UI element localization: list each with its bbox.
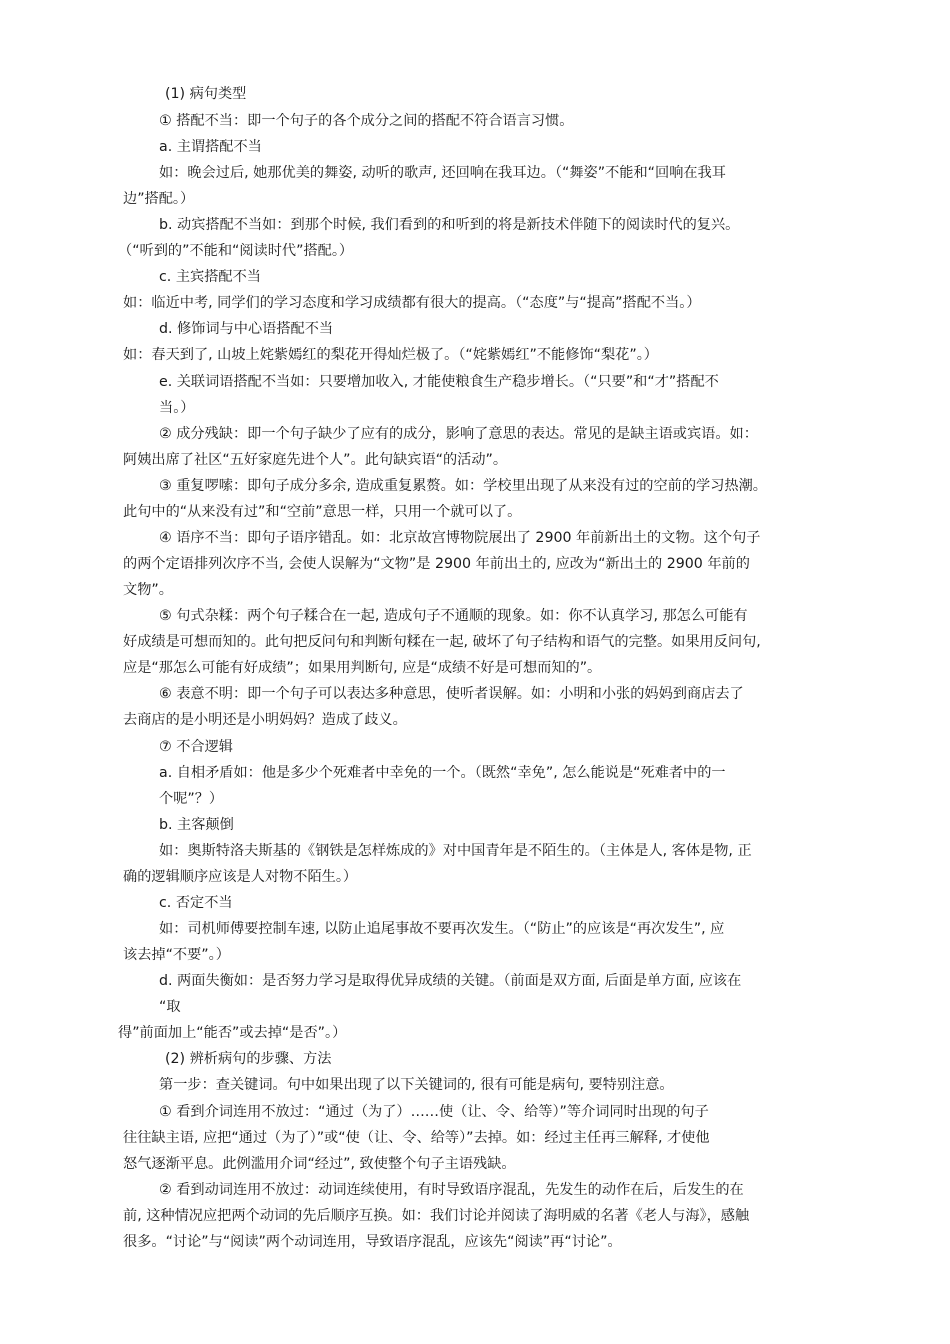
example-line: 该去掉“不要”。） [123,947,230,963]
section-heading-1: (1) 病句类型 [165,86,247,102]
step-item-2: ② 看到动词连用不放过：动词连续使用，有时导致语序混乱，先发生的动作在后，后发生的在 [159,1182,744,1198]
example-line: 如：晚会过后, 她那优美的舞姿, 动听的歌声, 还回响在我耳边。（“舞姿”不能和“回响在我耳 [159,165,726,181]
example-line: 文物”。 [123,582,173,598]
sub-item-c: c. 主宾搭配不当 [159,269,261,285]
example-line: 当。） [159,400,195,416]
example-line: 去商店的是小明还是小明妈妈？造成了歧义。 [123,712,407,728]
item-3-redundant: ③ 重复啰嗦：即句子成分多余, 造成重复累赘。如：学校里出现了从来没有过的空前的学习热潮。 [159,478,767,494]
sub-item-d: d. 修饰词与中心语搭配不当 [159,321,334,337]
item-6-ambiguous: ⑥ 表意不明：即一个句子可以表达多种意思，使听者误解。如：小明和小张的妈妈到商店去了 [159,686,744,702]
item-4-word-order: ④ 语序不当：即句子语序错乱。如：北京故宫博物院展出了 2900 年前新出土的文物。这个句子 [159,530,761,546]
example-line: 好成绩是可想而知的。此句把反问句和判断句糅在一起, 破坏了句子结构和语气的完整。如果用反问句, [123,634,761,650]
example-line: （“听到的”不能和“阅读时代”搭配。） [118,243,354,259]
item-2-missing: ② 成分残缺：即一个句子缺少了应有的成分，影响了意思的表达。常见的是缺主语或宾语。如： [159,426,758,442]
example-line: 阿姨出席了社区“五好家庭先进个人”。此句缺宾语“的活动”。 [123,452,508,468]
item-1-collocation: ① 搭配不当：即一个句子的各个成分之间的搭配不符合语言习惯。 [159,113,574,129]
example-line: 前, 这种情况应把两个动词的先后顺序互换。如：我们讨论并阅读了海明威的名著《老人与海》，感触 [123,1208,750,1224]
sub-item-e: e. 关联词语搭配不当如：只要增加收入, 才能使粮食生产稳步增长。（“只要”和“才”搭配不 [159,374,719,390]
section-heading-2: (2) 辨析病句的步骤、方法 [165,1051,332,1067]
sub-item-b: b. 动宾搭配不当如：到那个时候, 我们看到的和听到的将是新技术伴随下的阅读时代的复兴。 [159,217,740,233]
example-line: 的两个定语排列次序不当, 会使人误解为“文物”是 2900 年前出土的, 应改为“新出土的 2900 年前的 [123,556,750,572]
example-line: 如：奥斯特洛夫斯基的《钢铁是怎样炼成的》对中国青年是不陌生的。（主体是人, 客体是物, 正 [159,843,752,859]
example-line: 往往缺主语, 应把“通过（为了）”或“使（让、令、给等）”去掉。如：经过主任再三解释, 才使他 [123,1130,710,1146]
example-line: 怒气逐渐平息。此例滥用介词“经过”, 致使整个句子主语残缺。 [123,1156,516,1172]
example-line: 如：春天到了, 山坡上姹紫嫣红的梨花开得灿烂极了。（“姹紫嫣红”不能修饰“梨花”。） [123,347,658,363]
item-5-mixed: ⑤ 句式杂糅：两个句子糅合在一起, 造成句子不通顺的现象。如：你不认真学习, 那怎么可能有 [159,608,748,624]
sub-item-c: c. 否定不当 [159,895,233,911]
item-7-illogical: ⑦ 不合逻辑 [159,739,233,755]
sub-item-a: a. 自相矛盾如：他是多少个死难者中幸免的一个。（既然“幸免”, 怎么能说是“死难者中的一 [159,765,726,781]
example-line: “取 [159,999,181,1015]
sub-item-a: a. 主谓搭配不当 [159,139,262,155]
step-item-1: ① 看到介词连用不放过：“通过（为了）……使（让、令、给等）”等介词同时出现的句子 [159,1104,709,1120]
example-line: 如：司机师傅要控制车速, 以防止追尾事故不要再次发生。（“防止”的应该是“再次发生”, 应 [159,921,725,937]
example-line: 很多。“讨论”与“阅读”两个动词连用，导致语序混乱，应该先“阅读”再“讨论”。 [123,1234,622,1250]
example-line: 得”前面加上“能否”或去掉“是否”。） [118,1025,347,1041]
step-1: 第一步：查关键词。句中如果出现了以下关键词的, 很有可能是病句, 要特别注意。 [159,1077,674,1093]
example-line: 边”搭配。） [123,191,195,207]
example-line: 如：临近中考, 同学们的学习态度和学习成绩都有很大的提高。（“态度”与“提高”搭配不当。） [123,295,701,311]
sub-item-b: b. 主客颠倒 [159,817,234,833]
example-line: 个呢”？） [159,791,224,807]
example-line: 应是“那怎么可能有好成绩”；如果用判断句, 应是“成绩不好是可想而知的”。 [123,660,602,676]
example-line: 确的逻辑顺序应该是人对物不陌生。） [123,869,358,885]
example-line: 此句中的“从来没有过”和“空前”意思一样，只用一个就可以了。 [123,504,522,520]
sub-item-d: d. 两面失衡如：是否努力学习是取得优异成绩的关键。（前面是双方面, 后面是单方面, 应该在 [159,973,742,989]
